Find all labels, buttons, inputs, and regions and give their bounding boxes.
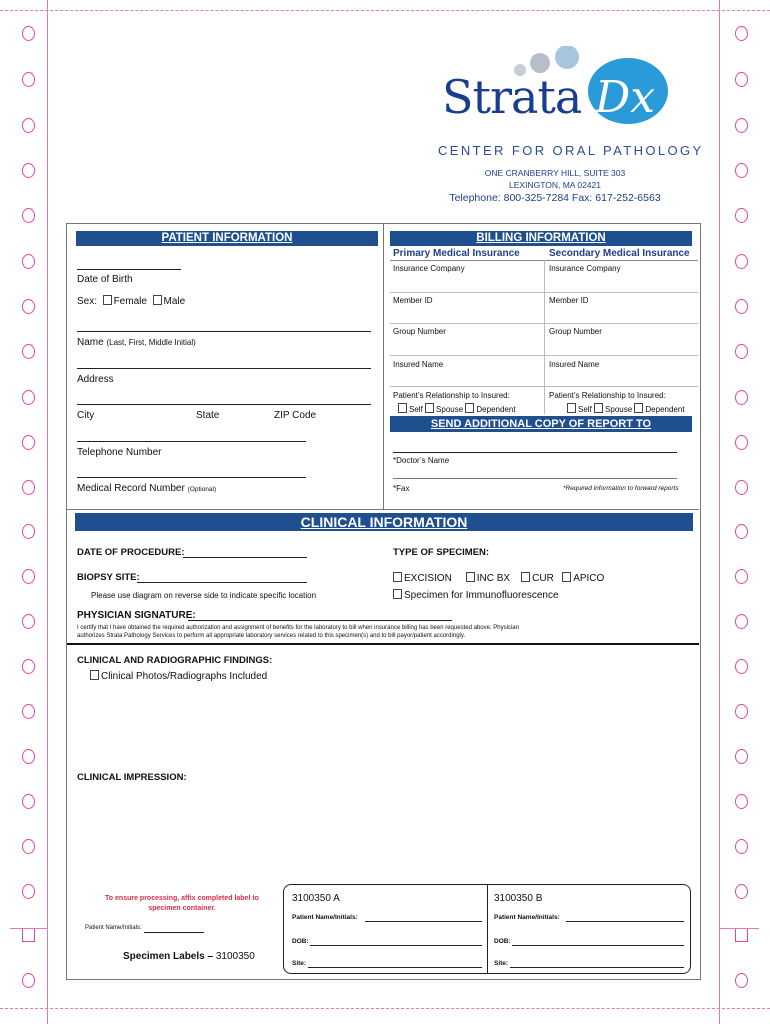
tractor-hole xyxy=(22,749,35,764)
address-line-1: ONE CRANBERRY HILL, SUITE 303 xyxy=(484,168,626,178)
apico-checkbox[interactable] xyxy=(562,572,571,582)
cur-checkbox[interactable] xyxy=(521,572,530,582)
send-copy-header: SEND ADDITIONAL COPY OF REPORT TO xyxy=(390,416,692,432)
label-b-site: Site: xyxy=(494,960,509,967)
label-a-patient-line xyxy=(365,921,482,922)
tractor-hole xyxy=(22,659,35,674)
right-tractor-edge xyxy=(719,0,720,1024)
tractor-hole xyxy=(735,390,748,405)
male-label: Male xyxy=(163,296,186,307)
logo-dx-text: Dx xyxy=(595,72,656,123)
tractor-hole xyxy=(735,614,748,629)
left-tractor-edge xyxy=(47,0,48,1024)
billing-row-line xyxy=(390,386,698,387)
label-b-dob: DOB: xyxy=(494,938,511,945)
city-label: City xyxy=(77,410,95,421)
secondary-self-checkbox[interactable] xyxy=(567,403,576,413)
secondary-spouse-checkbox[interactable] xyxy=(594,403,603,413)
photos-checkbox[interactable] xyxy=(90,670,99,680)
fax-line xyxy=(393,478,677,479)
tractor-hole xyxy=(735,435,748,450)
tractor-hole xyxy=(22,118,35,133)
primary-group-number: Group Number xyxy=(393,327,446,336)
excision-checkbox[interactable] xyxy=(393,572,402,582)
female-label: Female xyxy=(113,296,147,307)
tractor-hole xyxy=(735,884,748,899)
tractor-hole xyxy=(22,704,35,719)
billing-row-line xyxy=(390,323,698,324)
fax-label: *Fax xyxy=(393,484,410,493)
label-b-dob-line xyxy=(512,945,684,946)
label-a-dob-line xyxy=(310,945,482,946)
doctor-name-label: *Doctor’s Name xyxy=(393,456,450,465)
secondary-insurance-title: Secondary Medical Insurance xyxy=(549,248,690,259)
secondary-relationship-label: Patient’s Relationship to Insured: xyxy=(549,391,666,400)
secondary-insured-name: Insured Name xyxy=(549,360,600,369)
label-a-dob: DOB: xyxy=(292,938,309,945)
label-a-site: Site: xyxy=(292,960,307,967)
address-line xyxy=(77,368,371,369)
billing-row-line xyxy=(390,355,698,356)
tractor-hole xyxy=(735,344,748,359)
mrn-line xyxy=(77,477,306,478)
tractor-hole xyxy=(735,749,748,764)
clinical-info-header: CLINICAL INFORMATION xyxy=(75,513,693,531)
primary-spouse-checkbox[interactable] xyxy=(425,403,434,413)
tractor-hole xyxy=(735,118,748,133)
left-patient-label: Patient Name/Initials: xyxy=(85,925,142,931)
immunofluorescence-option: Specimen for Immunofluorescence xyxy=(393,589,559,601)
primary-relationship-options: Self Spouse Dependent xyxy=(398,403,516,414)
clinical-impression-label: CLINICAL IMPRESSION: xyxy=(77,772,187,783)
tractor-hole xyxy=(735,569,748,584)
label-b-patient-line xyxy=(566,921,684,922)
left-patient-line xyxy=(144,932,204,933)
label-instruction-1: To ensure processing, affix completed label to xyxy=(105,895,259,902)
patient-info-header: PATIENT INFORMATION xyxy=(76,231,378,246)
tractor-hole xyxy=(735,299,748,314)
tractor-hole xyxy=(22,344,35,359)
tractor-hole xyxy=(22,26,35,41)
label-b-site-line xyxy=(510,967,684,968)
secondary-member-id: Member ID xyxy=(549,296,589,305)
diagram-note: Please use diagram on reverse side to indicate specific location xyxy=(91,591,317,600)
mrn-hint: (Optional) xyxy=(187,486,217,493)
biopsy-site-line xyxy=(137,582,307,583)
tractor-hole xyxy=(22,884,35,899)
findings-label: CLINICAL AND RADIOGRAPHIC FINDINGS: xyxy=(77,655,273,666)
name-label: Name (Last, First, Middle Initial) xyxy=(77,337,196,348)
tractor-hole xyxy=(22,72,35,87)
tractor-hole xyxy=(735,973,748,988)
specimen-labels-text: Specimen Labels – xyxy=(123,951,214,962)
tractor-hole xyxy=(735,26,748,41)
primary-insurance-title: Primary Medical Insurance xyxy=(393,248,520,259)
tractor-hole xyxy=(22,524,35,539)
label-a-id: 3100350 A xyxy=(292,893,340,904)
bottom-perforation xyxy=(0,1008,770,1009)
thick-divider xyxy=(67,643,699,645)
tractor-hole xyxy=(22,299,35,314)
phone-line xyxy=(77,441,306,442)
tractor-hole xyxy=(22,390,35,405)
specimen-type-options: EXCISION INC BX CUR APICO xyxy=(393,572,604,584)
incbx-checkbox[interactable] xyxy=(466,572,475,582)
primary-self-checkbox[interactable] xyxy=(398,403,407,413)
billing-divider xyxy=(544,260,545,414)
alignment-square xyxy=(22,928,35,942)
tractor-hole xyxy=(735,208,748,223)
date-of-procedure-line xyxy=(183,557,307,558)
tractor-hole xyxy=(22,614,35,629)
state-label: State xyxy=(196,410,220,421)
telephone-label: Telephone Number xyxy=(77,447,162,458)
primary-insurance-company: Insurance Company xyxy=(393,264,465,273)
tractor-hole xyxy=(735,254,748,269)
male-checkbox[interactable] xyxy=(153,295,162,305)
biopsy-site-label: BIOPSY SITE: xyxy=(77,572,140,583)
tractor-hole xyxy=(22,254,35,269)
primary-insured-name: Insured Name xyxy=(393,360,444,369)
logo-tagline: CENTER FOR ORAL PATHOLOGY xyxy=(438,143,704,158)
tractor-hole xyxy=(22,569,35,584)
dob-label: Date of Birth xyxy=(77,274,133,285)
billing-info-header: BILLING INFORMATION xyxy=(390,231,692,246)
label-b-id: 3100350 B xyxy=(494,893,543,904)
tractor-hole xyxy=(22,839,35,854)
tractor-hole xyxy=(735,659,748,674)
tractor-hole xyxy=(735,72,748,87)
city-line xyxy=(77,404,371,405)
secondary-relationship-options: Self Spouse Dependent xyxy=(567,403,685,414)
primary-member-id: Member ID xyxy=(393,296,433,305)
secondary-group-number: Group Number xyxy=(549,327,602,336)
logo xyxy=(440,46,680,146)
secondary-insurance-company: Insurance Company xyxy=(549,264,621,273)
specimen-labels-number: 3100350 xyxy=(215,951,255,962)
label-b-patient: Patient Name/Initials: xyxy=(494,914,560,921)
doctor-name-line xyxy=(393,452,677,453)
mrn-label: Medical Record Number (Optional) xyxy=(77,483,217,494)
label-a-site-line xyxy=(308,967,482,968)
address-label: Address xyxy=(77,374,114,385)
tractor-hole xyxy=(735,163,748,178)
label-instruction-2: specimen container. xyxy=(148,905,216,912)
alignment-square xyxy=(735,928,748,942)
tractor-hole xyxy=(22,794,35,809)
specimen-labels-caption xyxy=(123,951,255,962)
name-hint: (Last, First, Middle Initial) xyxy=(106,338,196,347)
sex-field xyxy=(77,295,185,307)
phone-fax-line: Telephone: 800-325-7284 Fax: 617-252-6563 xyxy=(449,192,661,204)
address-line-2: LEXINGTON, MA 02421 xyxy=(509,180,601,190)
primary-relationship-label: Patient’s Relationship to Insured: xyxy=(393,391,510,400)
female-checkbox[interactable] xyxy=(103,295,112,305)
tractor-hole xyxy=(22,973,35,988)
physician-signature-label: PHYSICIAN SIGNATURE: xyxy=(77,610,196,621)
zip-label: ZIP Code xyxy=(274,410,317,421)
tractor-hole xyxy=(735,794,748,809)
tractor-hole xyxy=(735,704,748,719)
label-cut-line xyxy=(719,928,759,929)
sex-label: Sex: xyxy=(77,296,98,307)
photos-option: Clinical Photos/Radiographs Included xyxy=(90,670,267,682)
label-cut-line xyxy=(10,928,48,929)
top-perforation xyxy=(0,10,770,11)
tractor-hole xyxy=(735,480,748,495)
tractor-hole xyxy=(22,163,35,178)
column-divider xyxy=(383,224,384,509)
primary-dependent-checkbox[interactable] xyxy=(465,403,474,413)
logo-strata-text: Strata xyxy=(442,70,582,124)
physician-signature-line xyxy=(188,620,452,621)
tractor-hole xyxy=(735,524,748,539)
required-note: *Required information to forward reports xyxy=(563,485,679,492)
tractor-hole xyxy=(22,480,35,495)
section-divider xyxy=(67,509,699,510)
date-of-procedure: DATE OF PROCEDURE: xyxy=(77,547,185,558)
billing-row-line xyxy=(390,292,698,293)
certification-text-2: authorizes Strata Pathology Services to perform all appropriate laboratory services related to this specimen(s) and to bill payor/patient accordingly. xyxy=(77,633,466,639)
dob-line xyxy=(77,269,181,270)
name-line xyxy=(77,331,371,332)
tractor-hole xyxy=(22,435,35,450)
certification-text-1: I certify that I have obtained the required authorization and assignment of benefits for the laboratory to bill when insurance billing has been requested above. Physician xyxy=(77,625,519,631)
tractor-hole xyxy=(735,839,748,854)
specimen-label-divider xyxy=(487,885,488,973)
type-of-specimen-label: TYPE OF SPECIMEN: xyxy=(393,547,490,558)
secondary-dependent-checkbox[interactable] xyxy=(634,403,643,413)
immunofluorescence-checkbox[interactable] xyxy=(393,589,402,599)
label-a-patient: Patient Name/Initials: xyxy=(292,914,358,921)
tractor-hole xyxy=(22,208,35,223)
